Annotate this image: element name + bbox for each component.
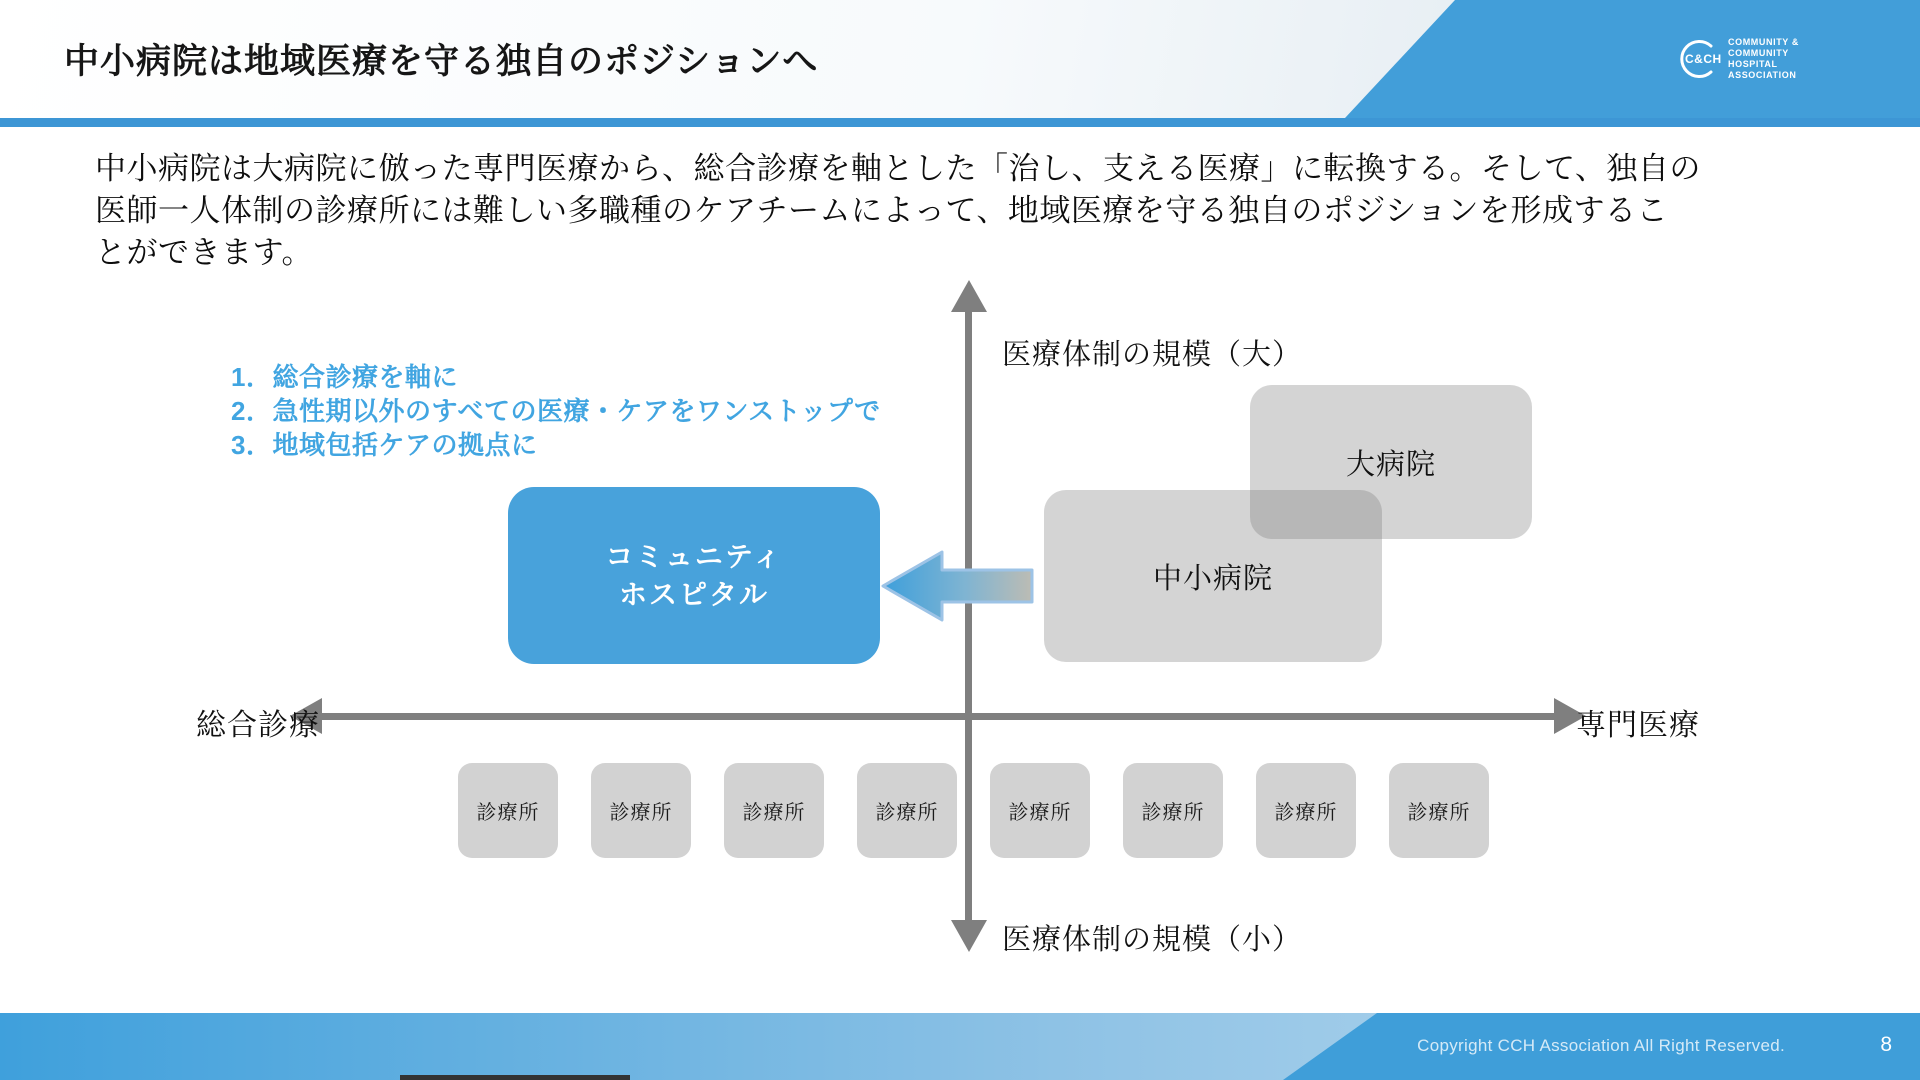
clinic-box [1256, 763, 1356, 858]
cch-logo [1676, 14, 1896, 104]
clinic-row [458, 763, 1489, 858]
slide-title: 中小病院は地域医療を守る独自のポジションへ [64, 42, 819, 81]
header-accent-stripe [0, 118, 1920, 127]
clinic-label: 診療所 [742, 802, 806, 824]
transform-arrow-icon [878, 547, 1036, 630]
clinic-label: 診療所 [1274, 802, 1338, 824]
body-paragraph [95, 148, 1701, 274]
key-point-item: 1．総合診療を軸に [231, 362, 458, 392]
body-paragraph-line: とができます。 [95, 235, 314, 270]
clinic-label: 診療所 [1008, 802, 1072, 824]
logo-wordmark-line: ASSOCIATION [1728, 70, 1797, 80]
key-points-list [231, 360, 881, 462]
footer-band [0, 1013, 1920, 1080]
clinic-label: 診療所 [476, 802, 540, 824]
clinic-label: 診療所 [1141, 802, 1205, 824]
cch-logo-circle-icon [1676, 37, 1720, 81]
logo-wordmark-line: HOSPITAL [1728, 59, 1778, 69]
clinic-box [990, 763, 1090, 858]
axis-label-scale-small: 医療体制の規模（小） [1002, 924, 1303, 956]
clinic-label: 診療所 [1407, 802, 1471, 824]
logo-wordmark-line: COMMUNITY [1728, 48, 1789, 58]
logo-wordmark [1728, 37, 1799, 81]
community-hospital-label-line2: ホスピタル [618, 578, 769, 610]
axis-arrow-up-icon [951, 280, 987, 312]
clinic-box [591, 763, 691, 858]
logo-monogram: C&CH [1685, 52, 1722, 66]
mid-small-hospital-box [1044, 490, 1382, 662]
axis-label-general-care: 総合診療 [196, 709, 320, 742]
large-hospital-label: 大病院 [1345, 448, 1436, 481]
clinic-label: 診療所 [609, 802, 673, 824]
clinic-box [724, 763, 824, 858]
bottom-accent-bar [400, 1075, 630, 1080]
key-point-item: 2．急性期以外のすべての医療・ケアをワンストップで [231, 396, 881, 426]
copyright-text: Copyright CCH Association All Right Reserved. [1417, 1036, 1785, 1055]
key-point-item: 3．地域包括ケアの拠点に [231, 430, 538, 460]
mid-small-hospital-label: 中小病院 [1152, 562, 1273, 595]
page-number: 8 [1880, 1033, 1892, 1056]
axis-arrow-down-icon [951, 920, 987, 952]
clinic-box [1123, 763, 1223, 858]
clinic-box [458, 763, 558, 858]
axis-label-specialized-care: 専門医療 [1576, 709, 1700, 742]
community-hospital-box [508, 487, 880, 664]
clinic-box [1389, 763, 1489, 858]
clinic-box [857, 763, 957, 858]
axis-label-scale-large: 医療体制の規模（大） [1002, 339, 1303, 371]
horizontal-axis-line [320, 713, 1556, 720]
body-paragraph-line: 医師一人体制の診療所には難しい多職種のケアチームによって、地域医療を守る独自のポジションを形成するこ [95, 193, 1668, 228]
clinic-label: 診療所 [875, 802, 939, 824]
logo-wordmark-line: COMMUNITY & [1728, 37, 1799, 47]
body-paragraph-line: 中小病院は大病院に倣った専門医療から、総合診療を軸とした「治し、支える医療」に転換する。そして、独自の [95, 151, 1701, 186]
community-hospital-label-line1: コミュニティ [605, 540, 783, 572]
